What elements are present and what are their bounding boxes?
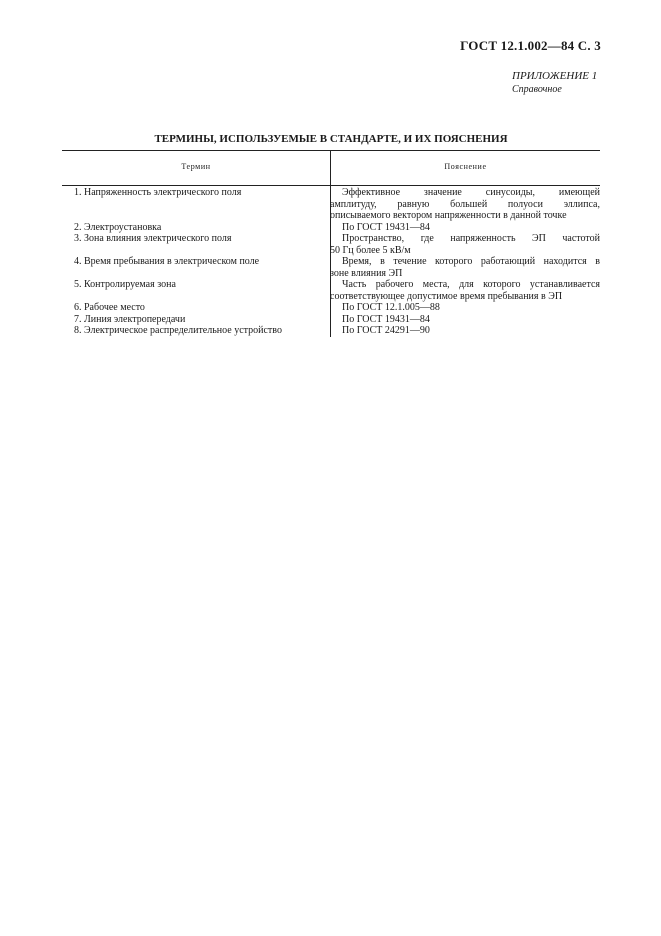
term-cell: 2. Электроустановка (74, 221, 162, 233)
explanation-line: зоне влияния ЭП (330, 267, 403, 279)
term-cell: 8. Электрическое распределительное устройство (74, 325, 282, 336)
term-cell: 3. Зона влияния электрического поля (74, 233, 232, 244)
table-row (62, 279, 600, 302)
appendix-label: ПРИЛОЖЕНИЕ 1 (512, 70, 598, 82)
term-cell: 1. Напряженность электрического поля (74, 187, 242, 198)
table-row (62, 233, 600, 256)
section-title: ТЕРМИНЫ, ИСПОЛЬЗУЕМЫЕ В СТАНДАРТЕ, И ИХ ПОЯСНЕНИЯ (154, 133, 508, 145)
term-cell: 6. Рабочее место (74, 302, 145, 313)
header-explanation: Пояснение (444, 162, 487, 171)
table-body (62, 186, 600, 337)
table-row (62, 222, 600, 234)
explanation-line: По ГОСТ 19431—84 (342, 313, 430, 325)
header-term: Термин (181, 162, 211, 171)
explanation-cell (330, 222, 600, 234)
table-row (62, 187, 600, 222)
appendix-note: Справочное (512, 84, 562, 95)
explanation-cell (330, 233, 600, 256)
explanation-line: Пространство, где напряженность ЭП частотой (342, 233, 600, 244)
term-cell: 4. Время пребывания в электрическом поле (74, 256, 260, 267)
explanation-line: Время, в течение которого работающий находится в (342, 256, 600, 267)
explanation-line: описываемого вектором напряженности в данной точке (330, 210, 567, 221)
explanation-line: По ГОСТ 24291—90 (342, 325, 430, 336)
explanation-line: По ГОСТ 19431—84 (342, 221, 430, 233)
explanation-line: Часть рабочего места, для которого устанавливается (342, 279, 600, 290)
explanation-line: соответствующее допустимое время пребывания в ЭП (330, 290, 563, 302)
table-row (62, 325, 600, 337)
column-divider (330, 186, 331, 337)
explanation-cell (330, 325, 600, 337)
terms-table (62, 150, 600, 337)
term-cell: 7. Линия электропередачи (74, 313, 186, 325)
table-row (62, 256, 600, 279)
page-header: ГОСТ 12.1.002—84 С. 3 (460, 38, 601, 53)
explanation-line: Эффективное значение синусоиды, имеющей (342, 187, 600, 198)
explanation-cell (330, 314, 600, 326)
explanation-line: 50 Гц более 5 кВ/м (330, 244, 411, 256)
table-row (62, 314, 600, 326)
explanation-line: По ГОСТ 12.1.005—88 (342, 302, 440, 313)
explanation-cell (330, 187, 600, 222)
term-cell: 5. Контролируемая зона (74, 279, 176, 290)
explanation-line: амплитуду, равную большей полуоси эллипса, (330, 198, 600, 210)
table-row (62, 302, 600, 314)
explanation-cell (330, 302, 600, 314)
explanation-cell (330, 279, 600, 302)
explanation-cell (330, 256, 600, 279)
appendix-block (512, 70, 597, 96)
table-header (62, 150, 600, 186)
